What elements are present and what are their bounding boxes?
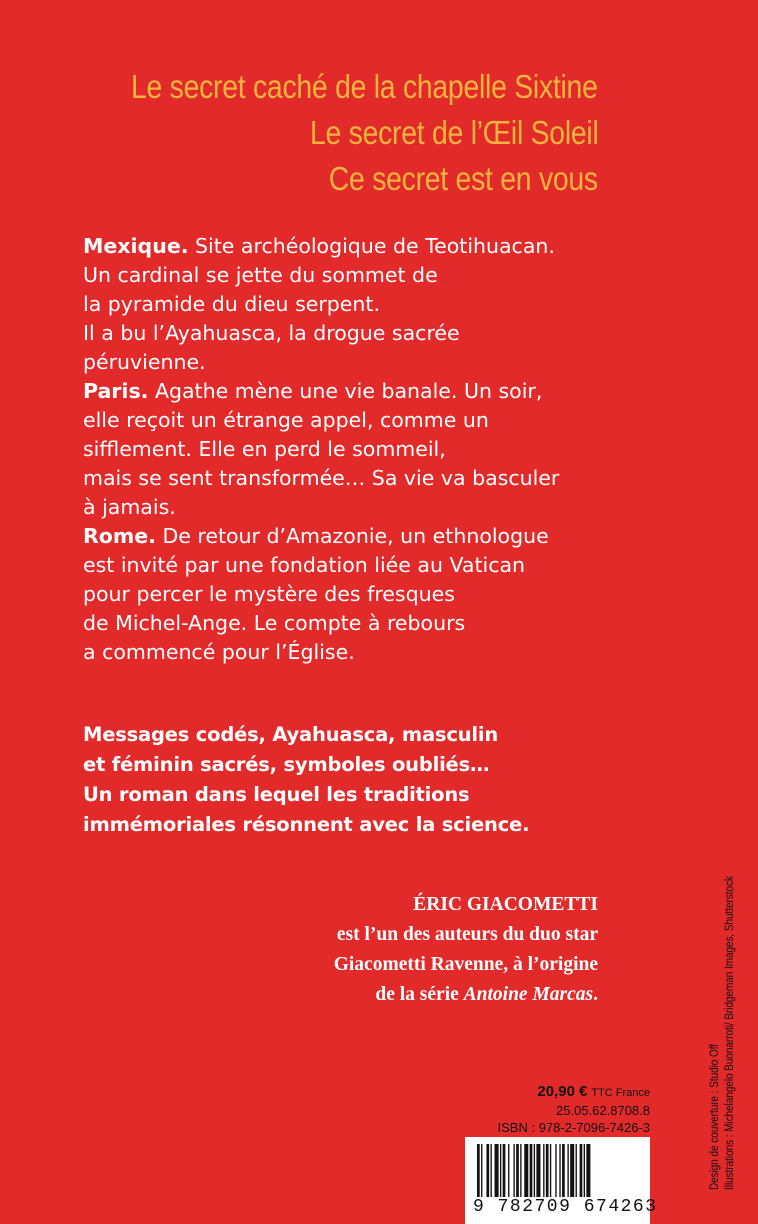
barcode-bar (500, 1144, 501, 1204)
synopsis-line (83, 377, 553, 406)
tagline-3: Ce secret est en vous (328, 160, 598, 197)
location-mexique: Mexique. (83, 234, 189, 258)
pitch-text (83, 720, 553, 840)
series-title: Antoine Marcas (463, 984, 594, 1005)
barcode-bar (503, 1144, 506, 1204)
price-block (498, 1082, 650, 1136)
price: 20,90 € (537, 1083, 588, 1100)
synopsis-line: elle reçoit un étrange appel, comme un (83, 408, 489, 432)
price-line (498, 1082, 650, 1102)
synopsis-line: Un cardinal se jette du sommet de (83, 263, 438, 287)
pitch-line: Un roman dans lequel les traditions (83, 783, 470, 806)
synopsis-line: pour percer le mystère des fresques (83, 582, 455, 606)
barcode-bar (508, 1144, 509, 1204)
barcode-bar (486, 1144, 489, 1204)
barcode-bar (555, 1144, 556, 1204)
author-name: ÉRIC GIACOMETTI (413, 894, 598, 915)
synopsis (83, 232, 560, 667)
author-bio-text: de la série (375, 984, 464, 1005)
barcode-bar (584, 1144, 585, 1204)
barcode-bar (567, 1144, 568, 1204)
barcode (465, 1137, 658, 1224)
synopsis-line: est invité par une fondation liée au Vatican (83, 553, 526, 577)
pitch-line: et féminin sacrés, symboles oubliés… (83, 753, 490, 776)
barcode-bar (477, 1144, 480, 1204)
author-bio-text: . (593, 984, 598, 1005)
barcode-bar (562, 1144, 565, 1204)
synopsis-line: mais se sent transformée… Sa vie va basculer (83, 466, 560, 490)
barcode-bar (559, 1144, 560, 1204)
synopsis-line (83, 232, 553, 261)
author-bio-line: est l’un des auteurs du duo star (336, 924, 598, 945)
synopsis-line: Il a bu l’Ayahuasca, la drogue sacrée (83, 321, 460, 345)
barcode-bar (520, 1144, 521, 1204)
synopsis-line: de Michel-Ange. Le compte à rebours (83, 611, 466, 635)
synopsis-text: Site archéologique de Teotihuacan. (188, 234, 555, 258)
tagline-1: Le secret caché de la chapelle Sixtine (131, 68, 598, 105)
pitch-line: immémoriales résonnent avec la science. (83, 813, 530, 836)
barcode-bar (516, 1144, 519, 1204)
author-bio-line (334, 980, 598, 1010)
barcode-bar (481, 1144, 482, 1204)
synopsis-line (83, 522, 553, 551)
credit-design: Design de couverture : Studio Off (709, 1043, 721, 1190)
barcode-bar (580, 1144, 583, 1204)
barcode-bar (530, 1144, 533, 1204)
barcode-digits: 9 782709 674263 (473, 1197, 658, 1217)
tagline-2: Le secret de l’Œil Soleil (309, 114, 598, 151)
synopsis-line: sifflement. Elle en perd le sommeil, (83, 437, 446, 461)
location-paris: Paris. (83, 379, 149, 403)
credits-vertical (708, 770, 738, 1190)
product-code: 25.05.62.8708.8 (556, 1103, 650, 1118)
price-label: TTC France (591, 1087, 650, 1099)
barcode-bar (524, 1144, 528, 1204)
barcode-bar (513, 1144, 514, 1204)
synopsis-line: la pyramide du dieu serpent. (83, 292, 380, 316)
barcode-bar (570, 1144, 574, 1204)
author-bio (334, 890, 598, 1010)
barcode-bar (495, 1144, 499, 1204)
barcode-bar (491, 1144, 492, 1204)
pitch-line: Messages codés, Ayahuasca, masculin (83, 723, 499, 746)
synopsis-text: Agathe mène une vie banale. Un soir, (148, 379, 543, 403)
barcode-bar (586, 1144, 590, 1204)
barcode-bar (550, 1144, 551, 1204)
synopsis-line: à jamais. (83, 495, 176, 519)
barcode-bar (536, 1144, 540, 1204)
barcode-bar (546, 1144, 549, 1204)
barcode-bars (475, 1144, 640, 1204)
barcode-bar (543, 1144, 544, 1204)
synopsis-line: péruvienne. (83, 350, 206, 374)
synopsis-line: a commencé pour l’Église. (83, 640, 355, 664)
location-rome: Rome. (83, 524, 156, 548)
synopsis-text: De retour d’Amazonie, un ethnologue (155, 524, 549, 548)
barcode-bar (576, 1144, 577, 1204)
isbn: ISBN : 978-2-7096-7426-3 (497, 1120, 650, 1135)
credit-illustrations: Illustrations : Michelangelo Buonarroti/ Bridgeman Images, Shutterstock (724, 876, 736, 1190)
barcode-bar (534, 1144, 535, 1204)
author-bio-line: Giacometti Ravenne, à l’origine (333, 954, 598, 975)
